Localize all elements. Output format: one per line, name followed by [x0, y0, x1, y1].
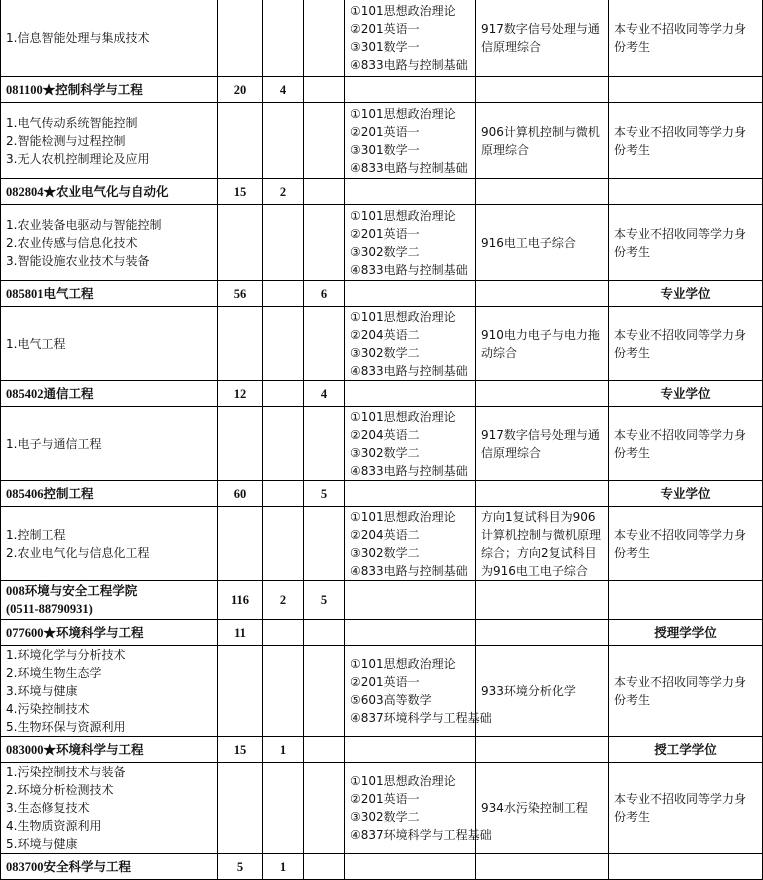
- direction-row: [1, 307, 763, 381]
- note-cell: 本专业不招收同等学力身份考生: [609, 763, 763, 854]
- empty-cell: [476, 581, 609, 620]
- degree-type: 授理学学位: [609, 620, 763, 646]
- exam-subject: ①101思想政治理论: [350, 409, 456, 424]
- direction-row: [1, 0, 763, 77]
- enrollment-count-1: 1: [263, 854, 304, 880]
- research-direction: 1.信息智能处理与集成技术: [6, 30, 150, 45]
- major-row: [1, 620, 763, 646]
- exam-subject: ②204英语二: [350, 527, 420, 542]
- exam-subject: ⑤603高等数学: [350, 693, 432, 707]
- major-row: [1, 77, 763, 103]
- exam-subject: ④833电路与控制基础: [350, 363, 468, 378]
- exam-subjects-cell: [345, 307, 476, 381]
- degree-type: [609, 581, 763, 620]
- direction-row: [1, 507, 763, 581]
- research-direction: 4.污染控制技术: [6, 702, 90, 716]
- empty-cell: [345, 854, 476, 880]
- major-title: 085801电气工程: [1, 281, 218, 307]
- enrollment-count-1: 2: [263, 581, 304, 620]
- exam-subject: ②201英语一: [350, 21, 420, 36]
- research-direction: 1.农业装备电驱动与智能控制: [6, 217, 162, 232]
- enrollment-count-2: 6: [304, 281, 345, 307]
- college-row: [1, 581, 763, 620]
- empty-cell: [304, 646, 345, 737]
- empty-cell: [304, 103, 345, 179]
- degree-type: [609, 179, 763, 205]
- enrollment-total: 56: [218, 281, 263, 307]
- research-direction: 3.环境与健康: [6, 684, 78, 698]
- empty-cell: [476, 620, 609, 646]
- exam-subject: ①101思想政治理论: [350, 3, 456, 18]
- research-direction: 1.污染控制技术与装备: [6, 765, 126, 779]
- major-title: 081100★控制科学与工程: [1, 77, 218, 103]
- note-cell: 本专业不招收同等学力身份考生: [609, 307, 763, 381]
- empty-cell: [263, 205, 304, 281]
- enrollment-count-2: [304, 77, 345, 103]
- major-title: 085406控制工程: [1, 481, 218, 507]
- degree-type: 专业学位: [609, 381, 763, 407]
- exam-subject: ②204英语二: [350, 427, 420, 442]
- research-direction: 2.环境分析检测技术: [6, 783, 114, 797]
- enrollment-count-1: [263, 281, 304, 307]
- research-direction: 1.环境化学与分析技术: [6, 648, 126, 662]
- exam-subjects-cell: [345, 646, 492, 737]
- major-row: [1, 737, 763, 763]
- empty-cell: [304, 0, 345, 77]
- empty-cell: [263, 763, 304, 854]
- empty-cell: [345, 281, 476, 307]
- major-title: 082804★农业电气化与自动化: [1, 179, 218, 205]
- retest-subject-cell: 916电工电子综合: [476, 205, 609, 281]
- exam-subject: ④833电路与控制基础: [350, 563, 468, 578]
- empty-cell: [345, 179, 476, 205]
- exam-subject: ④833电路与控制基础: [350, 463, 468, 478]
- exam-subjects-cell: [345, 763, 492, 854]
- research-direction: 2.农业传感与信息化技术: [6, 235, 138, 250]
- empty-cell: [476, 281, 609, 307]
- enrollment-count-1: [263, 620, 304, 646]
- exam-subject: ④833电路与控制基础: [350, 262, 468, 277]
- enrollment-count-2: [304, 179, 345, 205]
- research-directions-cell: [1, 307, 218, 381]
- research-directions-cell: [1, 205, 218, 281]
- major-title: 077600★环境科学与工程: [1, 620, 218, 646]
- empty-cell: [263, 307, 304, 381]
- major-row: [1, 381, 763, 407]
- major-title: 085402通信工程: [1, 381, 218, 407]
- research-direction: 3.智能设施农业技术与装备: [6, 253, 150, 268]
- empty-cell: [218, 307, 263, 381]
- empty-cell: [476, 481, 609, 507]
- exam-subject: ①101思想政治理论: [350, 208, 456, 223]
- enrollment-total: 5: [218, 854, 263, 880]
- exam-subject: ①101思想政治理论: [350, 657, 456, 671]
- note-cell: 本专业不招收同等学力身份考生: [609, 103, 763, 179]
- exam-subjects-cell: [345, 103, 476, 179]
- degree-type: 专业学位: [609, 281, 763, 307]
- enrollment-total: 60: [218, 481, 263, 507]
- note-cell: 本专业不招收同等学力身份考生: [609, 507, 763, 581]
- empty-cell: [263, 507, 304, 581]
- empty-cell: [345, 620, 476, 646]
- enrollment-count-1: [263, 381, 304, 407]
- enrollment-total: 15: [218, 179, 263, 205]
- degree-type: [609, 854, 763, 880]
- exam-subject: ②201英语一: [350, 124, 420, 139]
- enrollment-total: 20: [218, 77, 263, 103]
- research-direction: 1.电气传动系统智能控制: [6, 115, 138, 130]
- exam-subject: ④837环境科学与工程基础: [350, 828, 492, 842]
- empty-cell: [218, 646, 263, 737]
- exam-subjects-cell: [345, 407, 476, 481]
- exam-subject: ③302数学二: [350, 545, 420, 560]
- retest-subject-cell: 917数字信号处理与通信原理综合: [476, 407, 609, 481]
- exam-subject: ④833电路与控制基础: [350, 57, 468, 72]
- empty-cell: [476, 737, 609, 763]
- research-direction: 2.农业电气化与信息化工程: [6, 545, 150, 560]
- enrollment-count-1: 4: [263, 77, 304, 103]
- empty-cell: [345, 581, 476, 620]
- note-cell: 本专业不招收同等学力身份考生: [609, 0, 763, 77]
- research-direction: 3.无人农机控制理论及应用: [6, 151, 150, 166]
- exam-subject: ②201英语一: [350, 675, 420, 689]
- note-cell: 本专业不招收同等学力身份考生: [609, 407, 763, 481]
- empty-cell: [476, 381, 609, 407]
- degree-type: 授工学学位: [609, 737, 763, 763]
- empty-cell: [345, 481, 476, 507]
- major-row: [1, 281, 763, 307]
- empty-cell: [304, 307, 345, 381]
- major-row: [1, 179, 763, 205]
- exam-subjects-cell: [345, 0, 476, 77]
- empty-cell: [476, 77, 609, 103]
- enrollment-total: 12: [218, 381, 263, 407]
- enrollment-count-1: 1: [263, 737, 304, 763]
- major-row: [1, 481, 763, 507]
- major-title: 083000★环境科学与工程: [1, 737, 218, 763]
- exam-subject: ③302数学二: [350, 244, 420, 259]
- retest-subject-cell: 方向1复试科目为906计算机控制与微机原理综合；方向2复试科目为916电工电子综合: [476, 507, 609, 581]
- empty-cell: [476, 854, 609, 880]
- empty-cell: [304, 407, 345, 481]
- exam-subject: ①101思想政治理论: [350, 106, 456, 121]
- major-row: [1, 854, 763, 880]
- empty-cell: [218, 0, 263, 77]
- direction-row: [1, 646, 763, 737]
- research-directions-cell: [1, 103, 218, 179]
- enrollment-count-1: 2: [263, 179, 304, 205]
- major-title: 083700安全科学与工程: [1, 854, 218, 880]
- enrollment-total: 116: [218, 581, 263, 620]
- exam-subject: ②201英语一: [350, 792, 420, 806]
- exam-subject: ②201英语一: [350, 226, 420, 241]
- empty-cell: [263, 0, 304, 77]
- exam-subject: ③302数学二: [350, 345, 420, 360]
- empty-cell: [345, 737, 476, 763]
- empty-cell: [218, 407, 263, 481]
- college-phone: (0511-88790931): [6, 602, 93, 616]
- exam-subjects-cell: [345, 205, 476, 281]
- exam-subject: ①101思想政治理论: [350, 774, 456, 788]
- college-name: 008环境与安全工程学院: [6, 584, 138, 598]
- direction-row: [1, 763, 763, 854]
- enrollment-count-2: 5: [304, 581, 345, 620]
- enrollment-count-2: [304, 854, 345, 880]
- research-direction: 1.电子与通信工程: [6, 436, 102, 451]
- retest-subject-cell: 934水污染控制工程: [476, 763, 609, 854]
- enrollment-count-2: 4: [304, 381, 345, 407]
- direction-row: [1, 205, 763, 281]
- empty-cell: [345, 381, 476, 407]
- enrollment-count-2: 5: [304, 481, 345, 507]
- exam-subject: ③301数学一: [350, 142, 420, 157]
- research-direction: 2.智能检测与过程控制: [6, 133, 126, 148]
- empty-cell: [263, 103, 304, 179]
- exam-subject: ③302数学二: [350, 810, 420, 824]
- empty-cell: [218, 763, 263, 854]
- note-cell: 本专业不招收同等学力身份考生: [609, 205, 763, 281]
- exam-subjects-cell: [345, 507, 476, 581]
- exam-subject: ①101思想政治理论: [350, 509, 456, 524]
- empty-cell: [345, 77, 476, 103]
- research-direction: 2.环境生物生态学: [6, 666, 102, 680]
- research-directions-cell: [1, 0, 218, 77]
- enrollment-total: 11: [218, 620, 263, 646]
- empty-cell: [218, 103, 263, 179]
- research-directions-cell: [1, 763, 218, 854]
- retest-subject-cell: 910电力电子与电力拖动综合: [476, 307, 609, 381]
- retest-subject-cell: 933环境分析化学: [476, 646, 609, 737]
- empty-cell: [263, 407, 304, 481]
- direction-row: [1, 407, 763, 481]
- empty-cell: [218, 507, 263, 581]
- research-direction: 1.电气工程: [6, 336, 66, 351]
- exam-subject: ②204英语二: [350, 327, 420, 342]
- empty-cell: [304, 205, 345, 281]
- enrollment-count-1: [263, 481, 304, 507]
- degree-type: 专业学位: [609, 481, 763, 507]
- empty-cell: [304, 507, 345, 581]
- retest-subject-cell: 906计算机控制与微机原理综合: [476, 103, 609, 179]
- research-direction: 3.生态修复技术: [6, 801, 90, 815]
- note-cell: 本专业不招收同等学力身份考生: [609, 646, 763, 737]
- college-title-cell: [1, 581, 218, 620]
- empty-cell: [304, 763, 345, 854]
- empty-cell: [263, 646, 304, 737]
- research-directions-cell: [1, 407, 218, 481]
- exam-subject: ①101思想政治理论: [350, 309, 456, 324]
- research-direction: 5.生物环保与资源利用: [6, 720, 126, 734]
- research-direction: 1.控制工程: [6, 527, 66, 542]
- empty-cell: [476, 179, 609, 205]
- enrollment-count-2: [304, 620, 345, 646]
- exam-subject: ③302数学二: [350, 445, 420, 460]
- retest-subject-cell: 917数字信号处理与通信原理综合: [476, 0, 609, 77]
- empty-cell: [218, 205, 263, 281]
- exam-subject: ④833电路与控制基础: [350, 160, 468, 175]
- enrollment-total: 15: [218, 737, 263, 763]
- research-directions-cell: [1, 507, 218, 581]
- research-direction: 4.生物质资源利用: [6, 819, 102, 833]
- exam-subject: ④837环境科学与工程基础: [350, 711, 492, 725]
- research-directions-cell: [1, 646, 218, 737]
- degree-type: [609, 77, 763, 103]
- enrollment-count-2: [304, 737, 345, 763]
- direction-row: [1, 103, 763, 179]
- exam-subject: ③301数学一: [350, 39, 420, 54]
- research-direction: 5.环境与健康: [6, 837, 78, 851]
